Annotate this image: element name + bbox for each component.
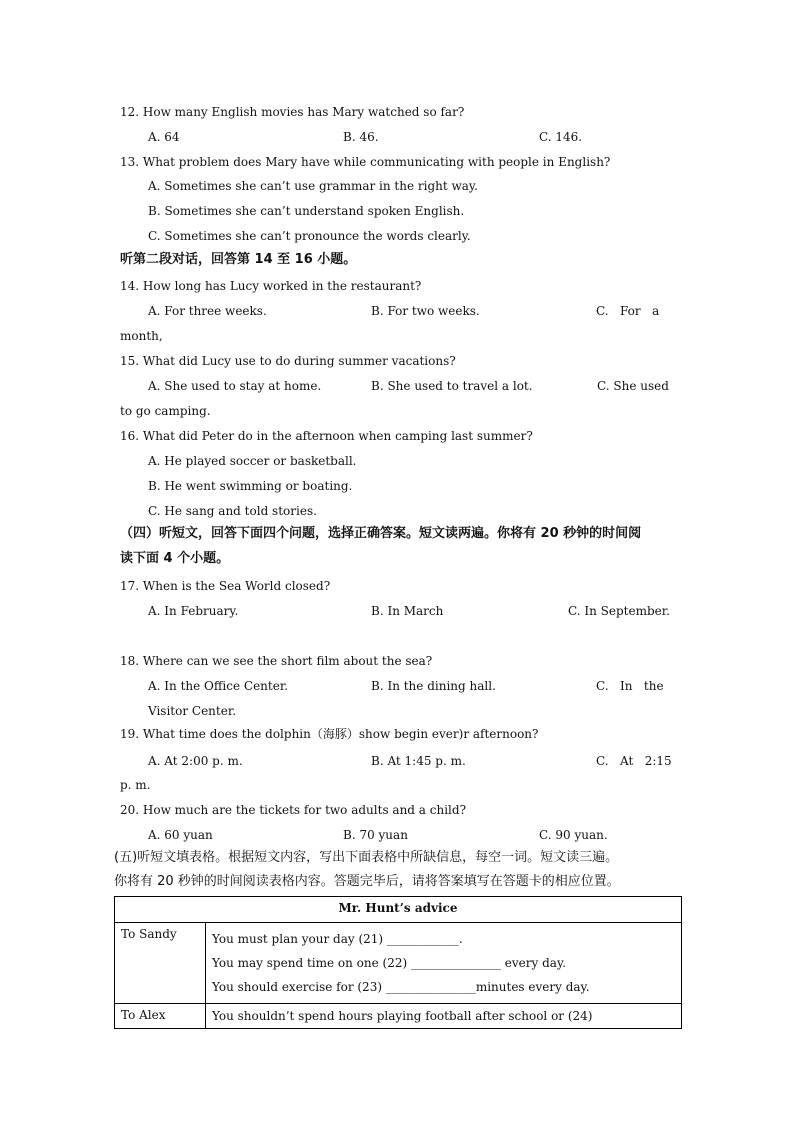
q14-option-b: B. For two weeks.	[371, 304, 480, 318]
q12-option-b: B. 46.	[343, 130, 379, 144]
section-2-heading: 听第二段对话，回答第 14 至 16 小题。	[120, 252, 357, 267]
q19-stem: 19. What time does the dolphin（海豚）show begin ever)r afternoon?	[120, 727, 539, 741]
q15-option-a: A. She used to stay at home.	[148, 379, 322, 393]
q14-option-a: A. For three weeks.	[148, 304, 267, 318]
q17-stem: 17. When is the Sea World closed?	[120, 579, 331, 593]
advice-line-22: You may spend time on one (22) _______________ every day.	[212, 956, 566, 970]
q12-stem: 12. How many English movies has Mary watched so far?	[120, 105, 465, 119]
q15-option-c-cont: to go camping.	[120, 404, 211, 418]
advice-table-header: Mr. Hunt’s advice	[115, 897, 682, 923]
row-advice	[206, 1004, 682, 1029]
advice-line-23: You should exercise for (23) _______________minutes every day.	[212, 980, 590, 994]
q18-option-a: A. In the Office Center.	[148, 679, 289, 693]
q19-option-c: C. At 2:15	[596, 754, 672, 768]
q18-option-c: C. In the	[596, 679, 664, 693]
q13-option-c: C. Sometimes she can’t pronounce the words clearly.	[148, 229, 471, 243]
advice-line-24: You shouldn’t spend hours playing football after school or (24)	[212, 1009, 593, 1023]
q16-stem: 16. What did Peter do in the afternoon when camping last summer?	[120, 429, 533, 443]
row-recipient: To Alex	[115, 1004, 206, 1029]
q17-option-b: B. In March	[371, 604, 444, 618]
q15-stem: 15. What did Lucy use to do during summer vacations?	[120, 354, 456, 368]
q13-stem: 13. What problem does Mary have while communicating with people in English?	[120, 155, 611, 169]
q19-option-a: A. At 2:00 p. m.	[148, 754, 243, 768]
q17-option-a: A. In February.	[148, 604, 239, 618]
q13-option-b: B. Sometimes she can’t understand spoken English.	[148, 204, 465, 218]
q15-option-b: B. She used to travel a lot.	[371, 379, 533, 393]
row-advice	[206, 923, 682, 1004]
q20-option-a: A. 60 yuan	[148, 828, 213, 842]
q12-option-c: C. 146.	[539, 130, 583, 144]
advice-line-21: You must plan your day (21) ____________.	[212, 932, 463, 946]
section-4-heading-line2: 读下面 4 个小题。	[120, 551, 230, 566]
q18-stem: 18. Where can we see the short film about the sea?	[120, 654, 433, 668]
section-5-heading-line2: 你将有 20 秒钟的时间阅读表格内容。答题完毕后，请将答案填写在答题卡的相应位置。	[114, 874, 620, 889]
q20-stem: 20. How much are the tickets for two adults and a child?	[120, 803, 467, 817]
q17-option-c: C. In September.	[568, 604, 670, 618]
q16-option-c: C. He sang and told stories.	[148, 504, 317, 518]
q20-option-b: B. 70 yuan	[343, 828, 408, 842]
q13-option-a: A. Sometimes she can’t use grammar in the right way.	[148, 179, 478, 193]
table-row	[115, 923, 682, 1004]
q19-option-b: B. At 1:45 p. m.	[371, 754, 466, 768]
row-recipient: To Sandy	[115, 923, 206, 1004]
section-4-heading-line1: （四）听短文，回答下面四个问题，选择正确答案。短文读两遍。你将有 20 秒钟的时间阅	[120, 526, 642, 541]
q14-stem: 14. How long has Lucy worked in the restaurant?	[120, 279, 422, 293]
q14-option-c: C. For a	[596, 304, 660, 318]
table-row	[115, 1004, 682, 1029]
section-5-heading-line1: (五)听短文填表格。根据短文内容，写出下面表格中所缺信息，每空一词。短文读三遍。	[114, 850, 619, 865]
q18-option-b: B. In the dining hall.	[371, 679, 496, 693]
q15-option-c: C. She used	[597, 379, 669, 393]
q16-option-b: B. He went swimming or boating.	[148, 479, 353, 493]
q19-option-c-cont: p. m.	[120, 778, 151, 792]
q18-option-c-cont: Visitor Center.	[148, 704, 237, 718]
q14-option-c-cont: month,	[120, 329, 163, 343]
advice-table	[114, 896, 682, 1029]
q12-option-a: A. 64	[148, 130, 180, 144]
q16-option-a: A. He played soccer or basketball.	[148, 454, 357, 468]
q20-option-c: C. 90 yuan.	[539, 828, 608, 842]
